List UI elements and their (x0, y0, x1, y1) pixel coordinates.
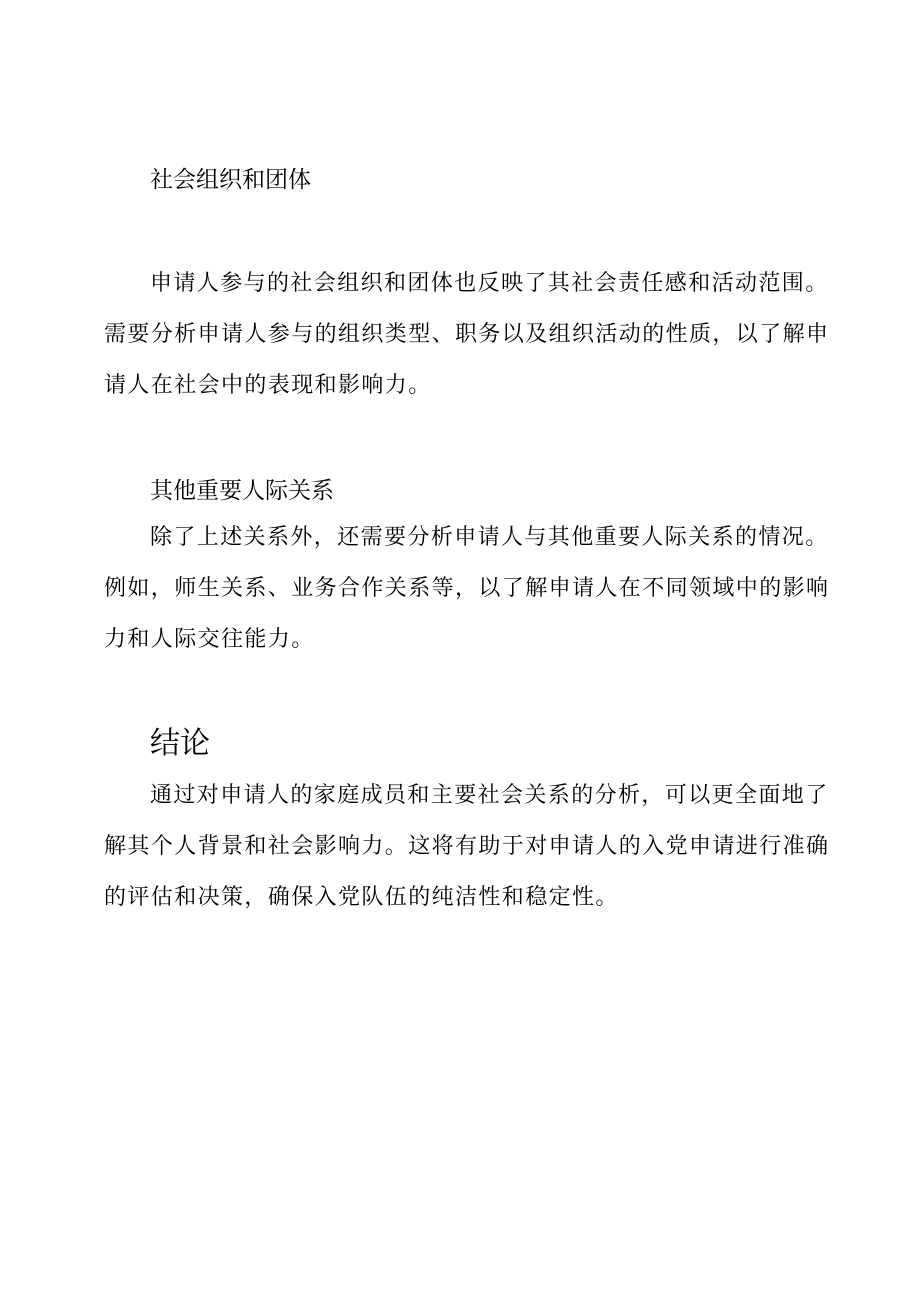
section-heading-other-relations: 其他重要人际关系 (150, 478, 334, 504)
paragraph-line: 申请人参与的社会组织和团体也反映了其社会责任感和活动范围。 (150, 271, 829, 296)
paragraph-line: 通过对申请人的家庭成员和主要社会关系的分析，可以更全面地了 (150, 783, 829, 808)
section-heading-conclusion: 结论 (150, 726, 210, 761)
paragraph-line: 力和人际交往能力。 (104, 627, 315, 652)
paragraph-conclusion (104, 770, 844, 923)
paragraph-line: 例如，师生关系、业务合作关系等，以了解申请人在不同领域中的影响 (104, 576, 830, 601)
paragraph-social-organizations (104, 258, 844, 411)
paragraph-line: 除了上述关系外，还需要分析申请人与其他重要人际关系的情况。 (150, 525, 829, 550)
paragraph-line: 需要分析申请人参与的组织类型、职务以及组织活动的性质，以了解申 (104, 322, 830, 347)
paragraph-line: 请人在社会中的表现和影响力。 (104, 373, 432, 398)
paragraph-line: 解其个人背景和社会影响力。这将有助于对申请人的入党申请进行准确 (104, 834, 830, 859)
paragraph-other-relations (104, 512, 844, 665)
paragraph-line: 的评估和决策，确保入党队伍的纯洁性和稳定性。 (104, 885, 619, 910)
section-heading-social-organizations: 社会组织和团体 (150, 167, 311, 193)
